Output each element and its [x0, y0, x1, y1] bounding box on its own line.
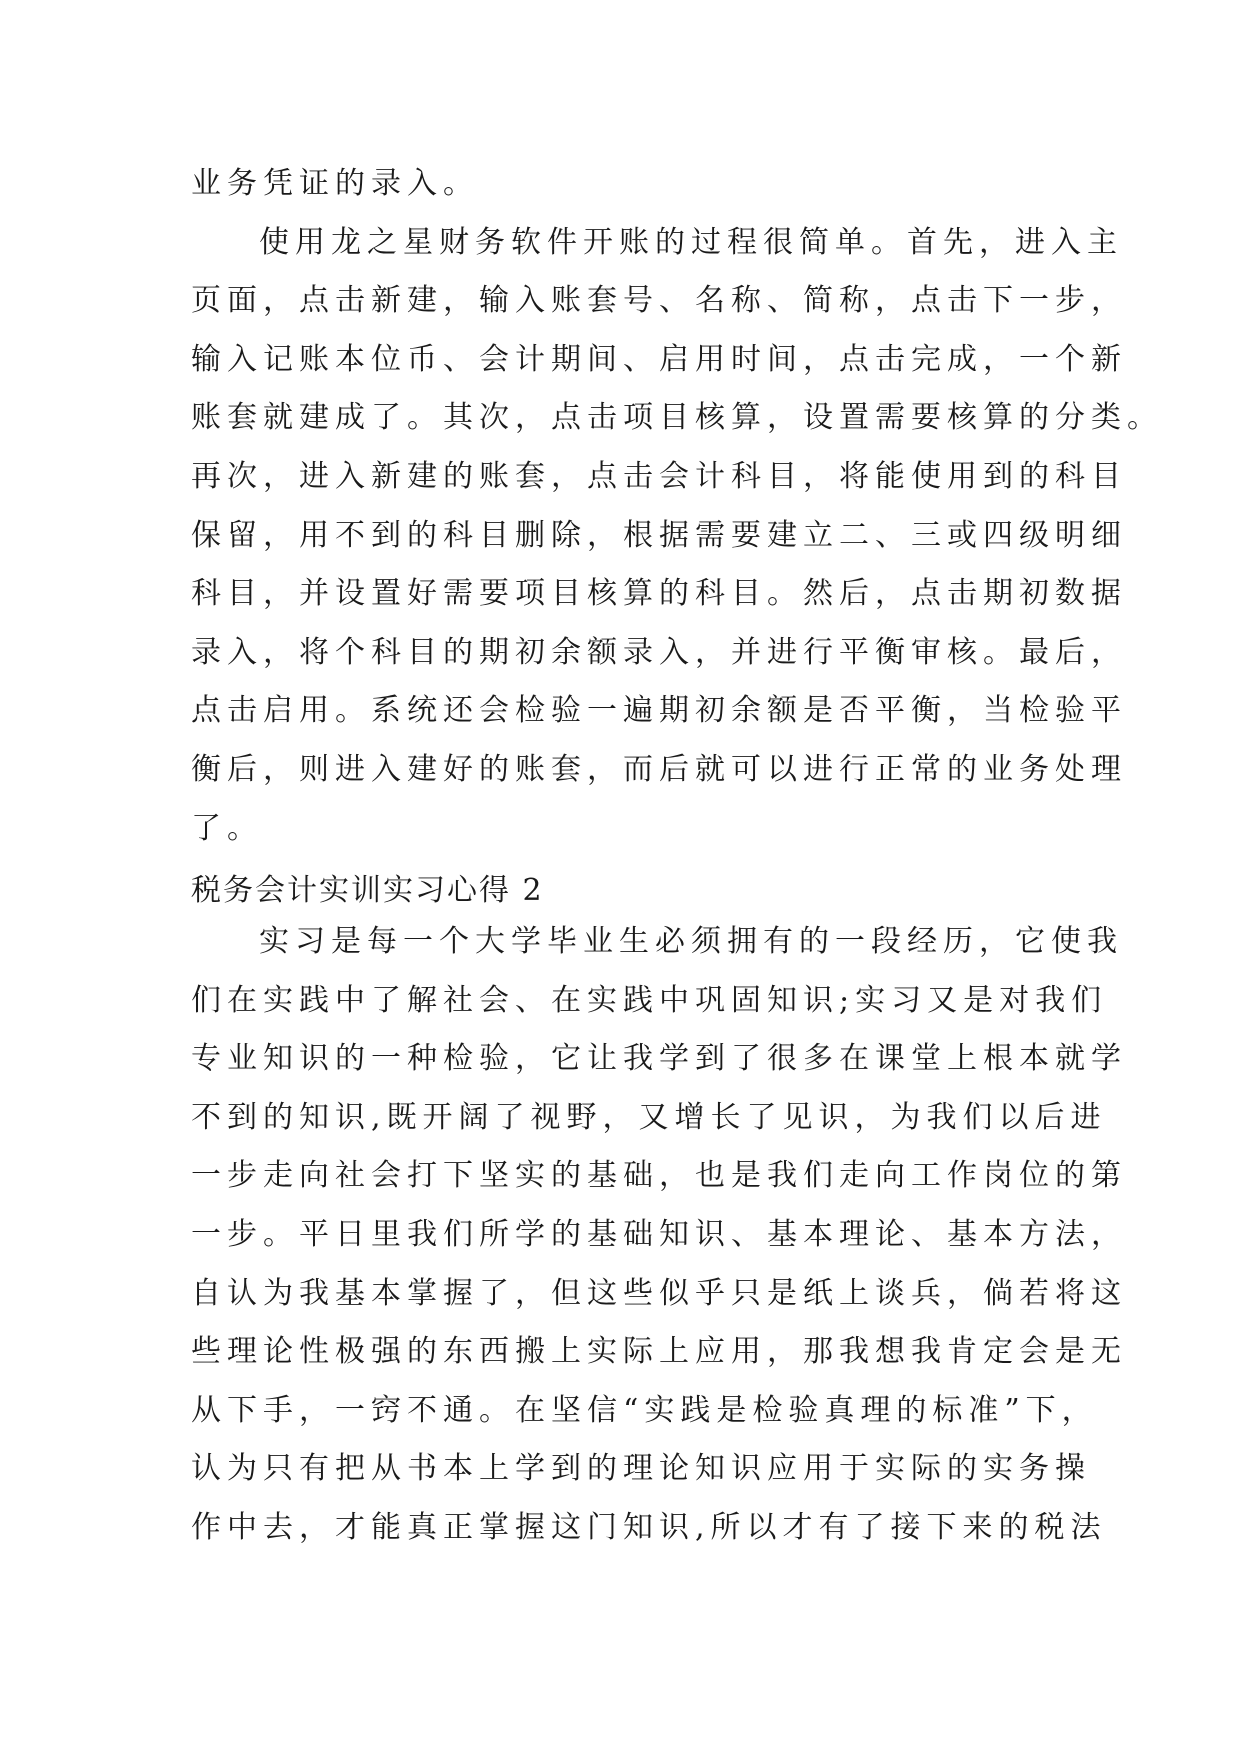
text-line: 输入记账本位币、会计期间、启用时间，点击完成，一个新 — [191, 341, 1127, 377]
section-2-body — [191, 913, 1127, 1558]
text-line: 衡后，则进入建好的账套，而后就可以进行正常的业务处理 — [191, 751, 1127, 787]
section-1-body — [191, 155, 1163, 858]
text-line: 点击启用。系统还会检验一遍期初余额是否平衡，当检验平 — [191, 693, 1127, 729]
text-line: 作中去，才能真正掌握这门知识,所以才有了接下来的税法 — [191, 1509, 1107, 1545]
text-line: 录入，将个科目的期初余额录入，并进行平衡审核。最后， — [191, 634, 1127, 670]
text-line: 业务凭证的录入。 — [191, 166, 479, 201]
paragraph-start-line: 使用龙之星财务软件开账的过程很简单。首先，进入主 — [259, 224, 1123, 260]
text-line: 不到的知识,既开阔了视野，又增长了见识，为我们以后进 — [191, 1099, 1107, 1135]
text-line: 再次，进入新建的账套，点击会计科目，将能使用到的科目 — [191, 458, 1127, 494]
text-line: 页面，点击新建，输入账套号、名称、简称，点击下一步， — [191, 283, 1127, 319]
text-line: 保留，用不到的科目删除，根据需要建立二、三或四级明细 — [191, 517, 1127, 553]
text-line: 从下手，一窍不通。在坚信“实践是检验真理的标准”下， — [191, 1392, 1098, 1428]
text-line: 专业知识的一种检验，它让我学到了很多在课堂上根本就学 — [191, 1041, 1127, 1077]
text-line: 一步走向社会打下坚实的基础，也是我们走向工作岗位的第 — [191, 1158, 1127, 1194]
text-line: 些理论性极强的东西搬上实际上应用，那我想我肯定会是无 — [191, 1334, 1127, 1370]
text-line: 科目，并设置好需要项目核算的科目。然后，点击期初数据 — [191, 576, 1127, 612]
section-heading: 税务会计实训实习心得 2 — [191, 873, 544, 908]
text-line: 了。 — [191, 810, 263, 846]
text-line: 认为只有把从书本上学到的理论知识应用于实际的实务操 — [191, 1451, 1091, 1487]
text-line: 一步。平日里我们所学的基础知识、基本理论、基本方法， — [191, 1216, 1127, 1252]
text-line: 账套就建成了。其次，点击项目核算，设置需要核算的分类。 — [191, 400, 1163, 436]
paragraph-start-line: 实习是每一个大学毕业生必须拥有的一段经历，它使我 — [259, 924, 1123, 959]
text-line: 自认为我基本掌握了，但这些似乎只是纸上谈兵，倘若将这 — [191, 1275, 1127, 1311]
text-line: 们在实践中了解社会、在实践中巩固知识;实习又是对我们 — [191, 982, 1108, 1018]
